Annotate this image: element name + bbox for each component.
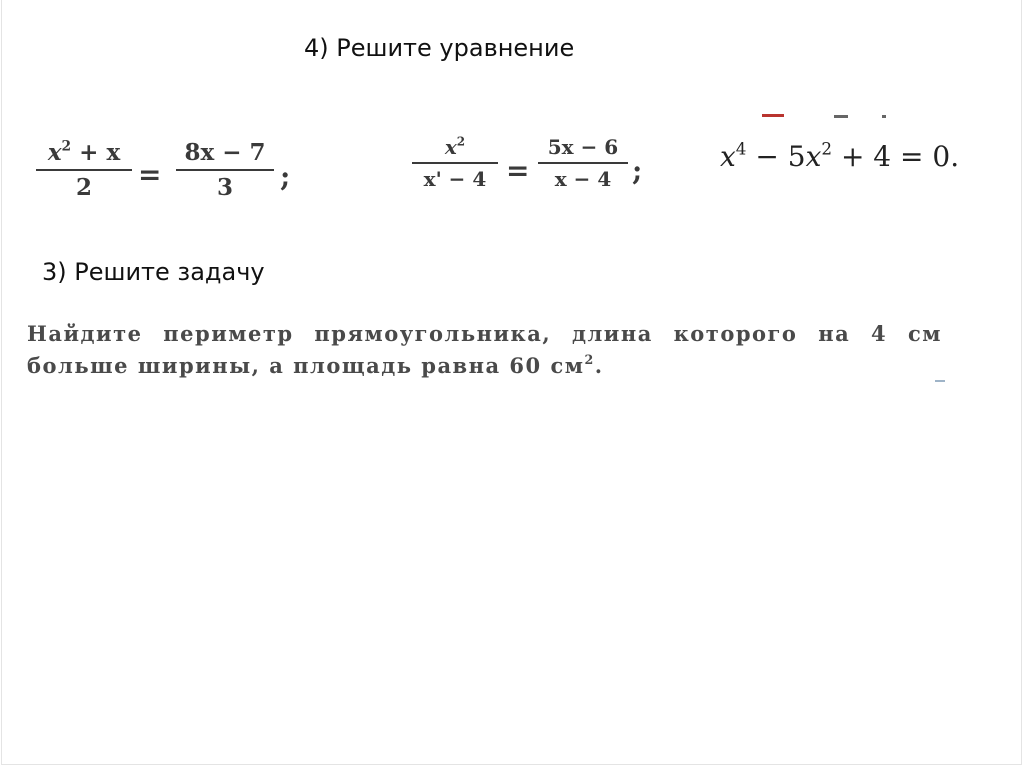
- equation1-rhs-fraction: [176, 140, 274, 201]
- heading-solve-problem: 3) Решите задачу: [42, 258, 265, 286]
- semicolon: ;: [280, 160, 291, 193]
- fraction-bar: [412, 162, 498, 164]
- equation1-rhs-numerator: 8x − 7: [184, 139, 266, 166]
- scan-artifact: [834, 115, 848, 118]
- equals-sign: =: [506, 154, 530, 187]
- equation2-lhs-numerator: $x^2$: [444, 134, 466, 159]
- problem-statement: [27, 318, 942, 382]
- equation2-lhs-fraction: [412, 136, 498, 190]
- equation1-lhs-fraction: [36, 140, 132, 201]
- slide: [1, 0, 1022, 765]
- equation2-lhs-denominator: x' − 4: [423, 167, 487, 191]
- problem-line-2: больше ширины, а площадь равна 60 $см^2$.: [27, 352, 604, 378]
- semicolon: ;: [632, 154, 643, 187]
- equation1-lhs-denominator: 2: [75, 174, 92, 202]
- fraction-bar: [176, 169, 274, 171]
- heading-solve-equations: 4) Решите уравнение: [304, 34, 575, 62]
- equation2-rhs-fraction: [538, 136, 628, 190]
- scan-artifact: [882, 115, 886, 118]
- equation2-rhs-numerator: 5x − 6: [547, 135, 619, 159]
- fraction-bar: [538, 162, 628, 164]
- equation2-rhs-denominator: x − 4: [554, 167, 612, 191]
- equation3: $x^4 - 5x^2 + 4 = 0$.: [720, 138, 960, 173]
- equation1-lhs-numerator: $x^2 + x$: [47, 138, 121, 166]
- equation1-rhs-denominator: 3: [216, 174, 233, 202]
- scan-artifact: [935, 380, 945, 382]
- equals-sign: =: [138, 158, 162, 191]
- scan-artifact-red: [762, 114, 784, 117]
- fraction-bar: [36, 169, 132, 171]
- problem-line-1: Найдите периметр прямоугольника, длина которого на 4 см: [27, 321, 942, 346]
